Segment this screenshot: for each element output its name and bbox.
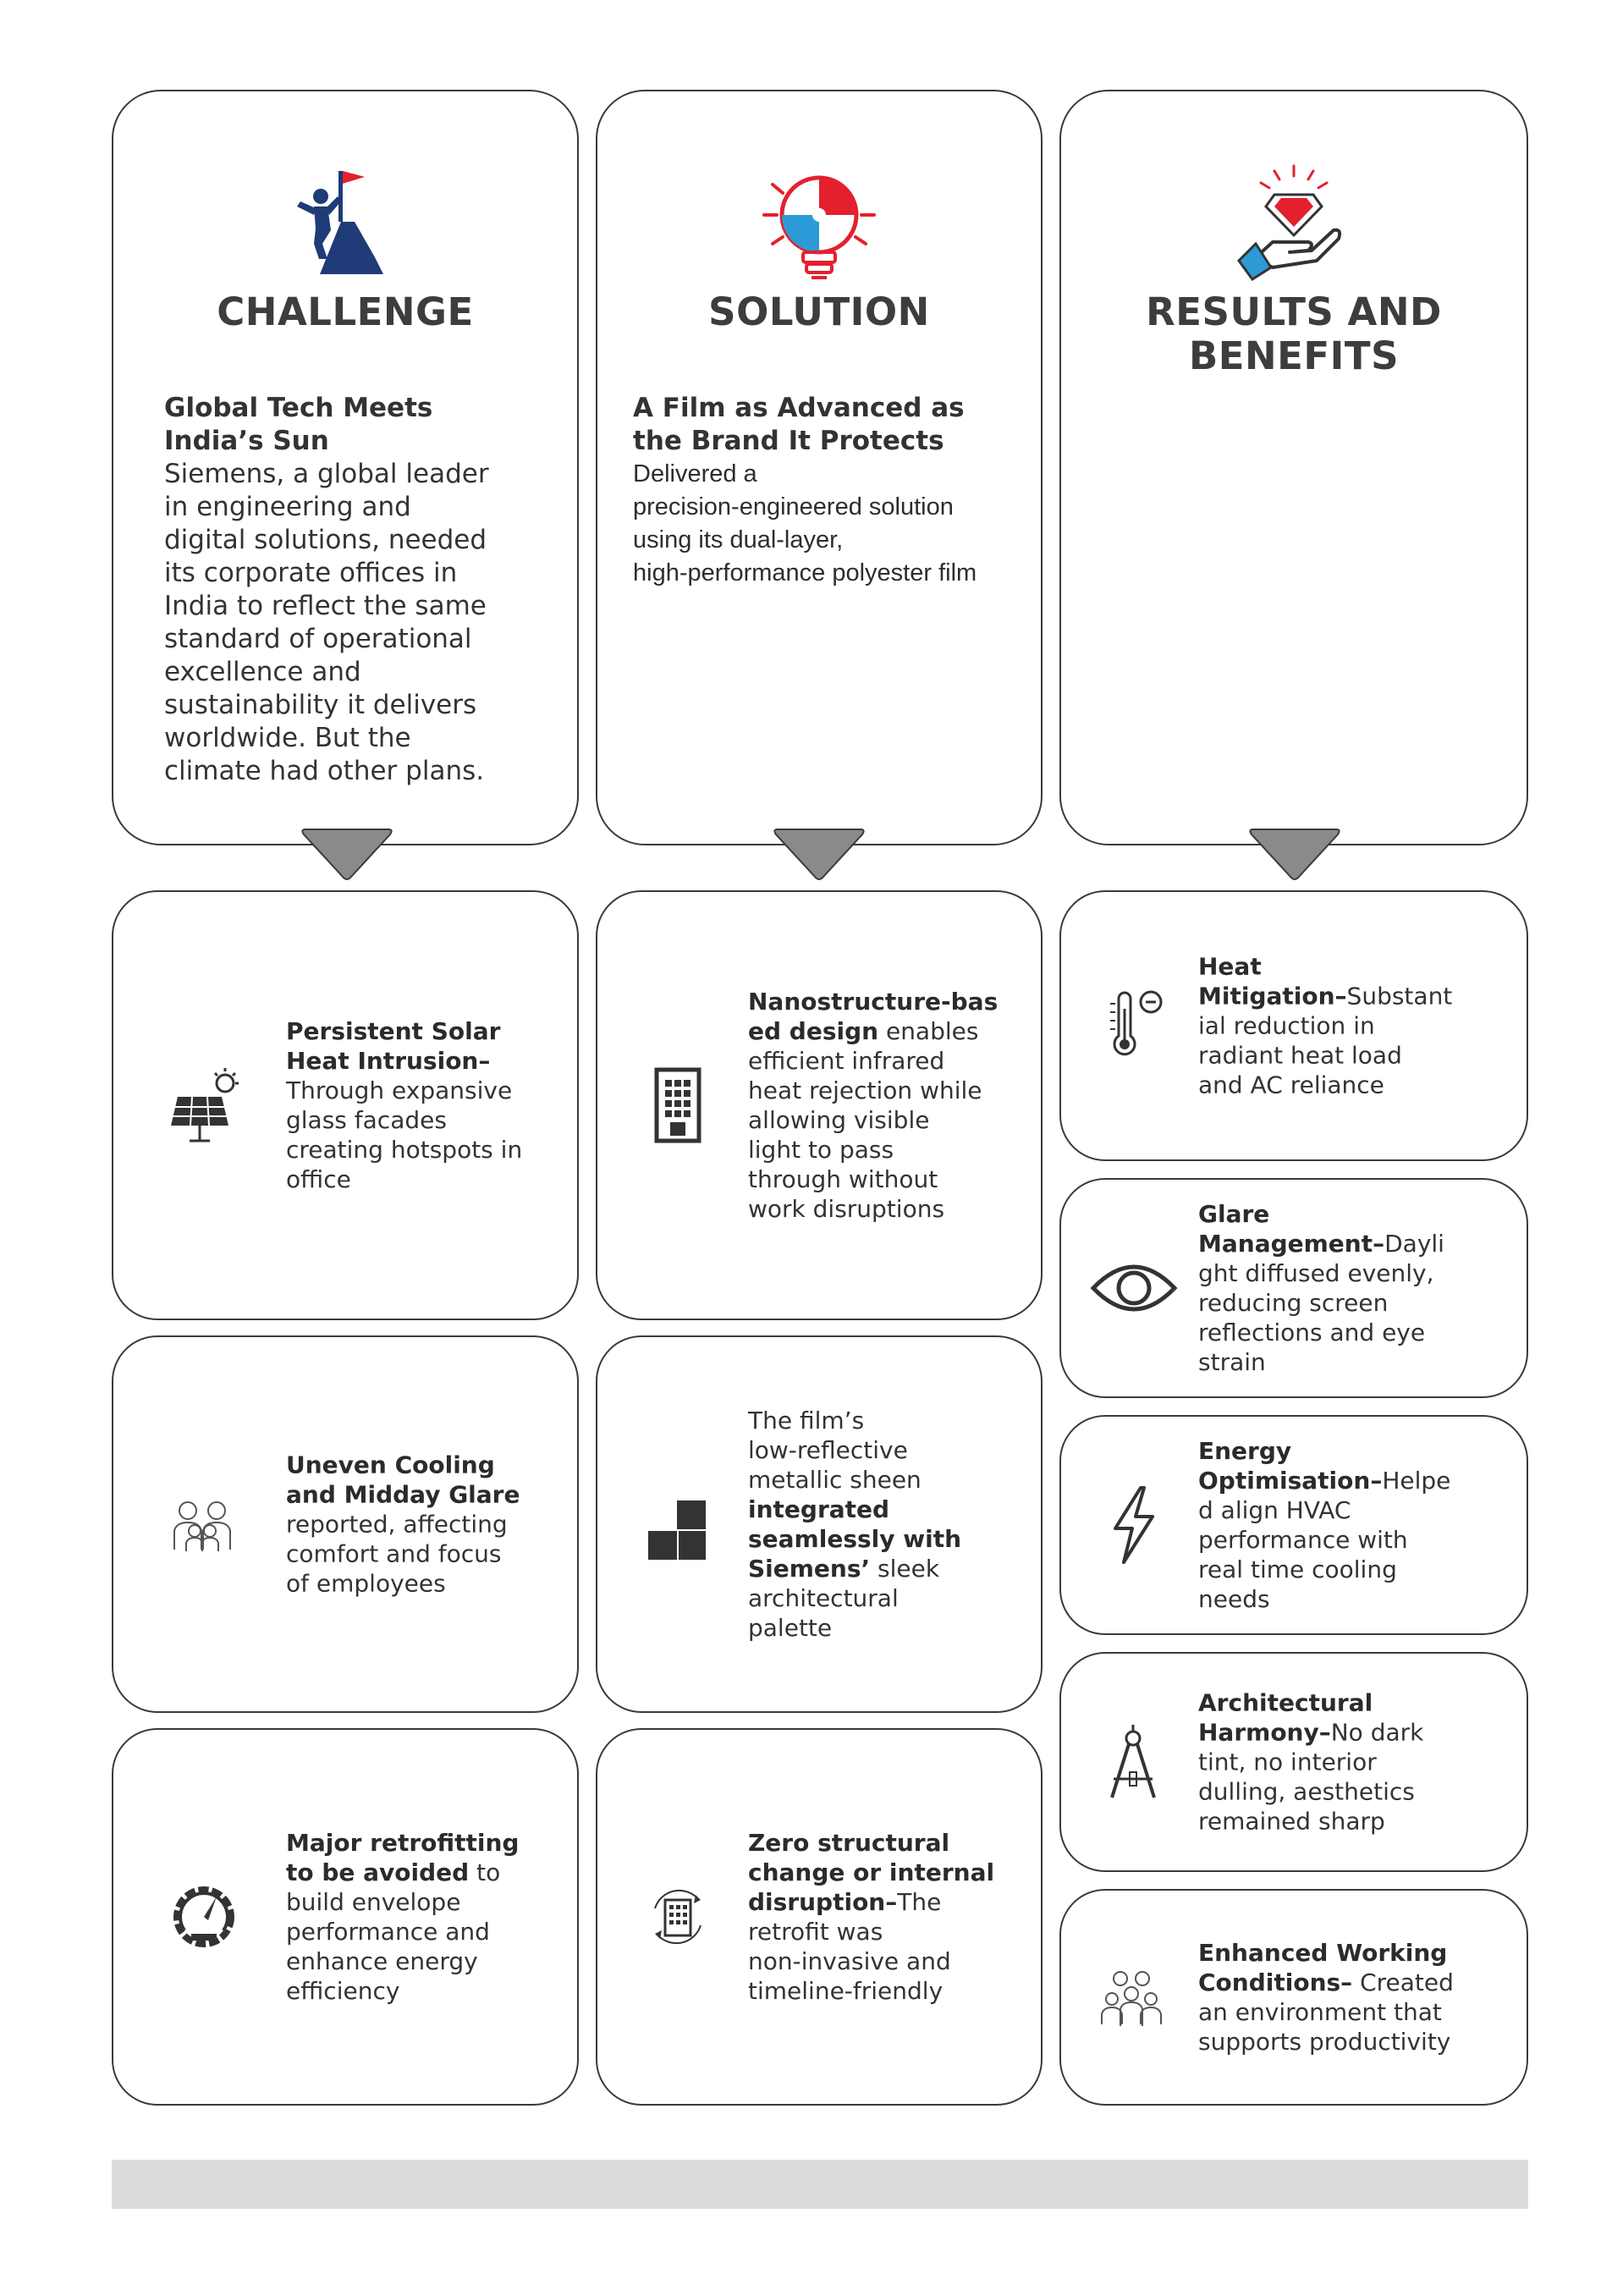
solution-item-text: Nanostructure-bas ed design enables efficient infrared heat rejection while allowing visible light to pass through without work disruptions [748,988,999,1223]
results-item-text: Enhanced Working Conditions– Created an environment that supports productivity [1198,1939,1454,2056]
eye-icon [1090,1246,1178,1330]
results-item-heat [1059,890,1528,1161]
challenge-item-retrofitting [112,1728,579,2106]
diamond-hand-icon [1230,159,1357,286]
results-item-glare [1059,1178,1528,1398]
solar-panel-icon [166,1063,242,1148]
puzzle-bulb-icon [756,159,883,286]
gauge-gear-icon [166,1875,242,1959]
thermometer-icon [1095,983,1171,1068]
results-arrow [1248,826,1341,882]
solution-item-reflective-sheen [596,1335,1043,1713]
solution-item-text: The film’s low-reflective metallic sheen integrated seamlessly with Siemens’ sleek architectural palette [748,1407,962,1642]
climber-flag-icon [282,159,409,286]
results-item-working-conditions [1059,1889,1528,2106]
challenge-body: Siemens, a global leader in engineering and digital solutions, needed its corporate offices in India to reflect the same standard of operational excellence and sustainability it delivers worldwide. But the climate had other plans. [164,459,489,786]
challenge-title: CHALLENGE [217,289,474,334]
challenge-item-text: Uneven Cooling and Midday Glare reported, affecting comfort and focus of employees [286,1451,520,1598]
window-cycle-icon [640,1875,716,1959]
solution-arrow [773,826,866,882]
challenge-arrow [300,826,393,882]
solution-intro [633,392,1007,590]
compass-drafting-icon [1095,1720,1171,1804]
results-item-energy [1059,1415,1528,1635]
challenge-intro [164,392,543,788]
solution-item-nanostructure [596,890,1043,1320]
challenge-item-text: Persistent Solar Heat Intrusion– Through expansive glass facades creating hotspots in office [286,1017,523,1193]
results-item-architectural [1059,1652,1528,1872]
challenge-subtitle: Global Tech Meets India’s Sun [164,393,433,456]
solution-card [596,90,1043,845]
solution-body: Delivered a precision-engineered solution using its dual-layer, high-performance polyester film [633,460,977,586]
challenge-item-solar-heat [112,890,579,1320]
results-item-text: Heat Mitigation–Substant ial reduction in radiant heat load and AC reliance [1198,952,1453,1099]
solution-subtitle: A Film as Advanced as the Brand It Protects [633,393,965,456]
challenge-item-text: Major retrofitting to be avoided to build envelope performance and enhance energy efficiency [286,1829,520,2005]
results-item-text: Glare Management–Dayli ght diffused evenly, reducing screen reflections and eye strain [1198,1200,1444,1376]
solution-item-text: Zero structural change or internal disruption–The retrofit was non-invasive and timeline-friendly [748,1829,995,2005]
challenge-card [112,90,579,845]
family-icon [164,1482,240,1566]
results-item-text: Energy Optimisation–Helpe d align HVAC performance with real time cooling needs [1198,1437,1451,1613]
team-icon [1095,1955,1171,2040]
blocks-icon [640,1482,716,1566]
window-building-icon [640,1063,716,1148]
solution-item-zero-structural [596,1728,1043,2106]
results-item-text: Architectural Harmony–No dark tint, no interior dulling, aesthetics remained sharp [1198,1688,1424,1836]
results-title: RESULTS AND BENEFITS [1146,289,1442,378]
results-card [1059,90,1528,845]
lightning-icon [1095,1483,1171,1567]
solution-title: SOLUTION [708,289,930,334]
footer-bar [112,2160,1528,2209]
challenge-item-uneven-cooling [112,1335,579,1713]
